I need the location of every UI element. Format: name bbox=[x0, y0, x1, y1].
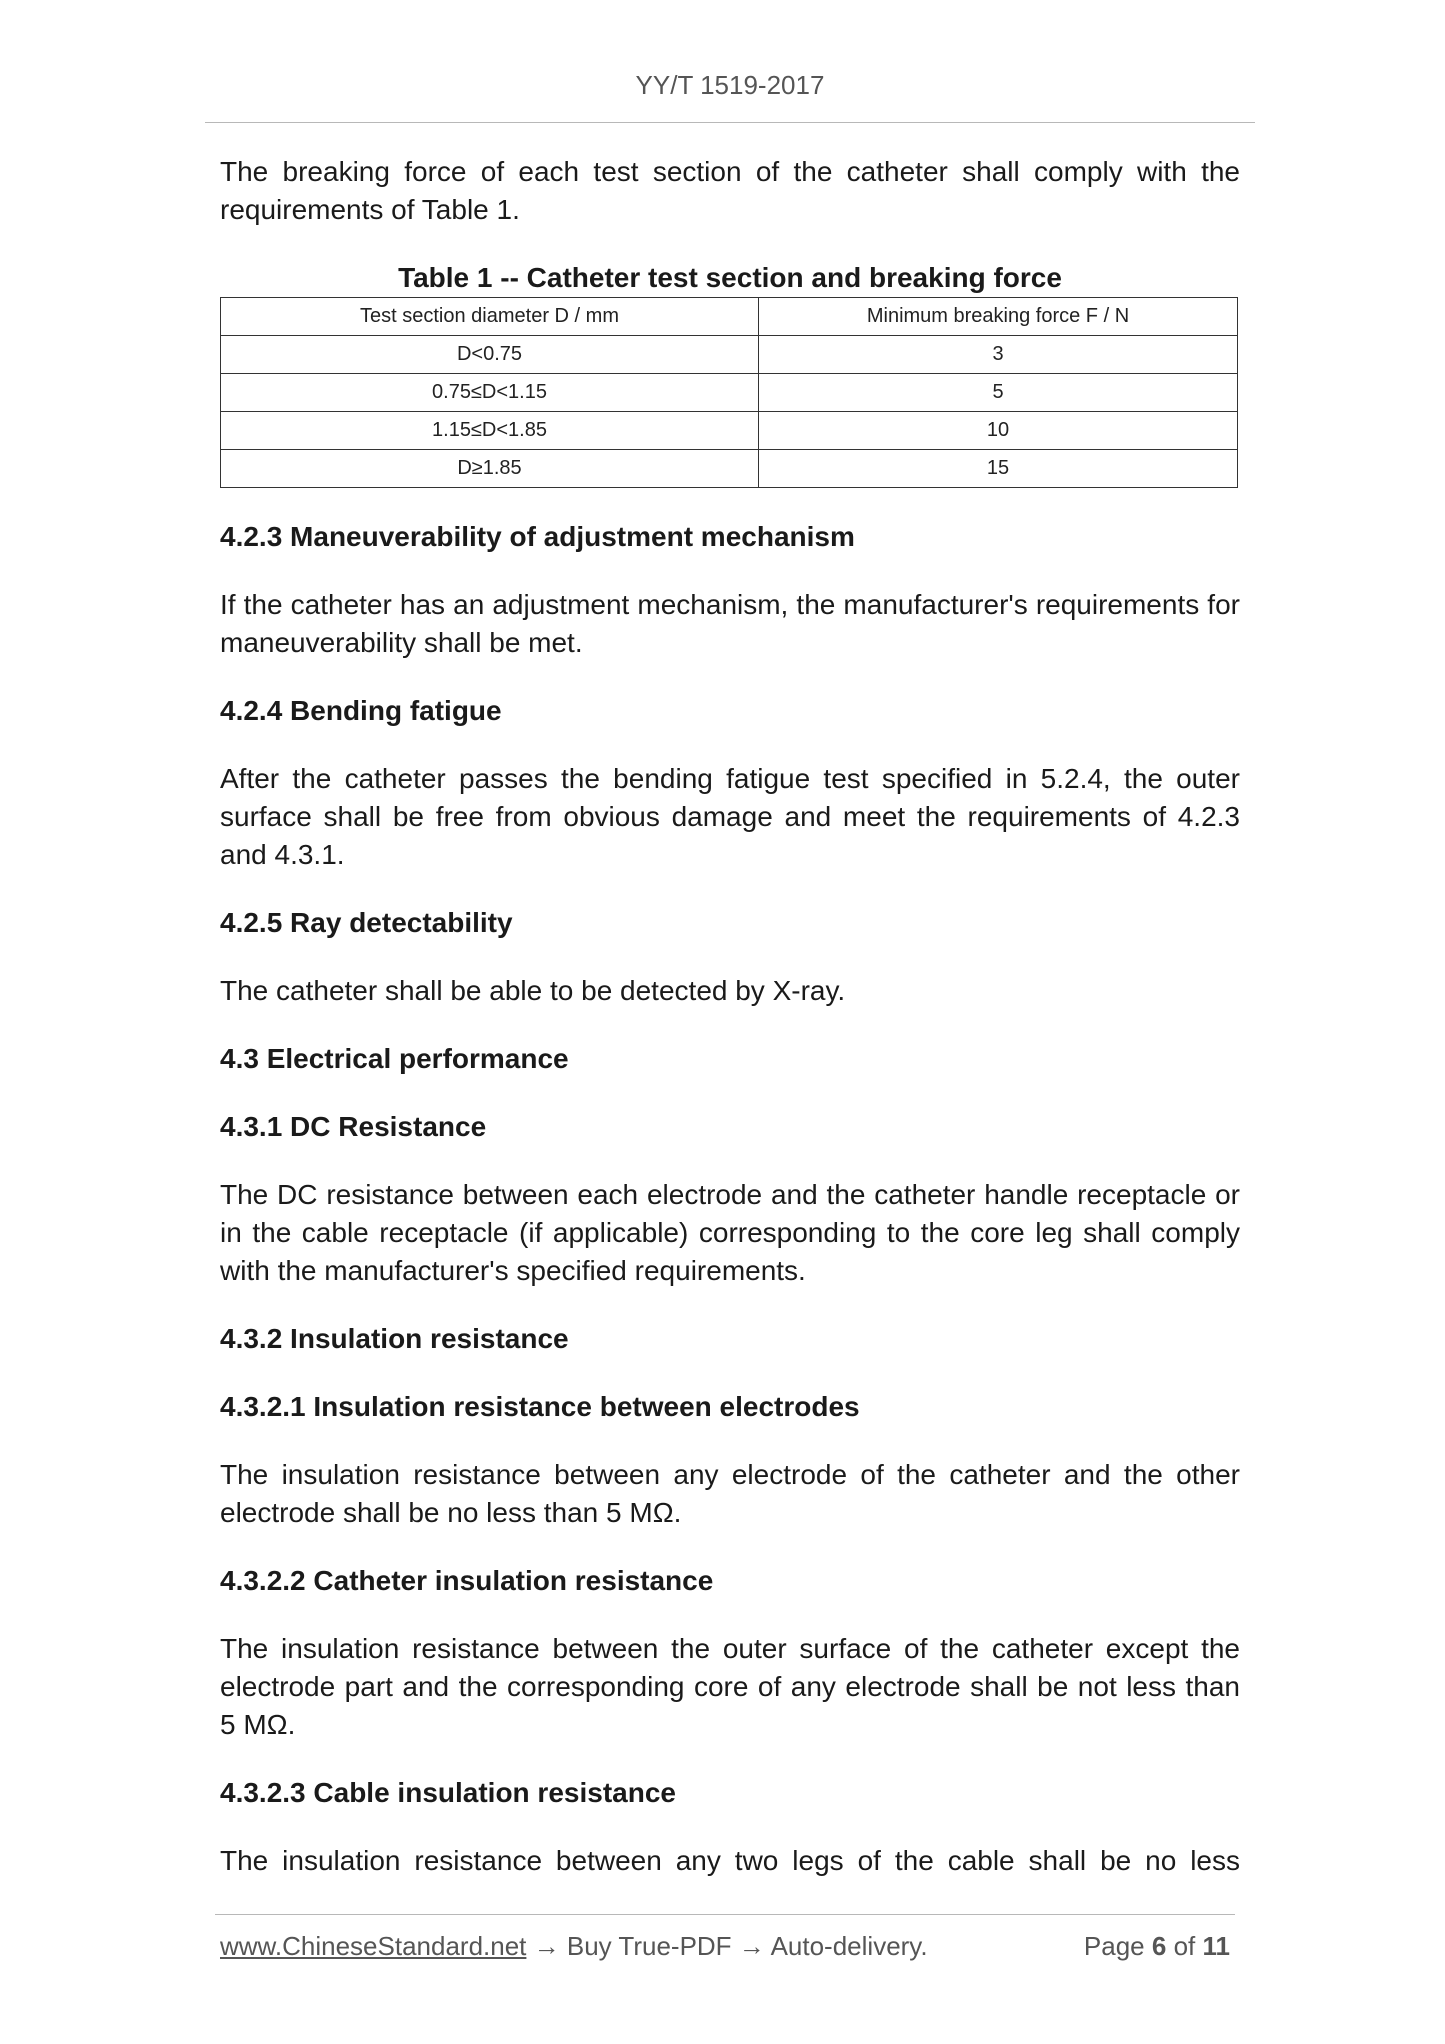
table-cell-diameter: D<0.75 bbox=[221, 336, 759, 374]
table-cell-diameter: 0.75≤D<1.15 bbox=[221, 374, 759, 412]
table-1-title: Table 1 -- Catheter test section and breaking force bbox=[398, 262, 1062, 293]
table-cell-diameter: D≥1.85 bbox=[221, 450, 759, 488]
table-cell-diameter: 1.15≤D<1.85 bbox=[221, 412, 759, 450]
footer-tagline: → Buy True-PDF → Auto-delivery. bbox=[526, 1931, 928, 1961]
heading-4-3: 4.3 Electrical performance bbox=[220, 1043, 569, 1074]
paragraph-4-3-2-2: The insulation resistance between the outer surface of the catheter except the electrode part and the corresponding core of any electrode shall be not less than 5 MΩ. bbox=[220, 1633, 1240, 1740]
table-row bbox=[221, 336, 1238, 374]
website-link[interactable]: www.ChineseStandard.net bbox=[220, 1931, 527, 1961]
table-header-cell-force: Minimum breaking force F / N bbox=[759, 298, 1238, 336]
of-word: of bbox=[1173, 1931, 1196, 1961]
table-row bbox=[221, 374, 1238, 412]
table-cell-force: 10 bbox=[759, 412, 1238, 450]
table-row bbox=[221, 450, 1238, 488]
table-1 bbox=[220, 297, 1238, 488]
heading-4-2-4: 4.2.4 Bending fatigue bbox=[220, 695, 502, 726]
heading-4-2-5: 4.2.5 Ray detectability bbox=[220, 907, 513, 938]
heading-4-3-2: 4.3.2 Insulation resistance bbox=[220, 1323, 569, 1354]
page-total: 11 bbox=[1202, 1931, 1230, 1961]
heading-4-3-2-2: 4.3.2.2 Catheter insulation resistance bbox=[220, 1565, 714, 1596]
paragraph-4-2-3: If the catheter has an adjustment mechanism, the manufacturer's requirements for maneuverability shall be met. bbox=[220, 589, 1240, 658]
table-cell-force: 3 bbox=[759, 336, 1238, 374]
page-word: Page bbox=[1083, 1931, 1145, 1961]
page-current: 6 bbox=[1151, 1931, 1167, 1961]
heading-4-3-1: 4.3.1 DC Resistance bbox=[220, 1111, 487, 1142]
footer-divider bbox=[215, 1914, 1235, 1915]
paragraph-4-2-4: After the catheter passes the bending fatigue test specified in 5.2.4, the outer surface shall be free from obvious damage and meet the requirements of 4.2.3 and 4.3.1. bbox=[220, 763, 1240, 870]
page-number bbox=[1084, 1931, 1230, 1962]
paragraph-4-3-2-3: The insulation resistance between any two legs of the cable shall be no less bbox=[220, 1845, 1240, 1876]
document-body bbox=[220, 153, 1240, 1880]
paragraph-4-3-2-1: The insulation resistance between any electrode of the catheter and the other electrode shall be no less than 5 MΩ. bbox=[220, 1459, 1240, 1528]
heading-4-3-2-3: 4.3.2.3 Cable insulation resistance bbox=[220, 1777, 676, 1808]
heading-4-3-2-1: 4.3.2.1 Insulation resistance between electrodes bbox=[220, 1391, 860, 1422]
table-header-cell-diameter: Test section diameter D / mm bbox=[221, 298, 759, 336]
table-row bbox=[221, 412, 1238, 450]
header-divider bbox=[205, 122, 1255, 123]
table-cell-force: 5 bbox=[759, 374, 1238, 412]
page-footer bbox=[220, 1931, 1230, 1962]
heading-4-2-3: 4.2.3 Maneuverability of adjustment mechanism bbox=[220, 521, 855, 552]
intro-paragraph: The breaking force of each test section of the catheter shall comply with the requirements of Table 1. bbox=[220, 156, 1240, 225]
table-header-row bbox=[221, 298, 1238, 336]
table-cell-force: 15 bbox=[759, 450, 1238, 488]
page-header-title: YY/T 1519-2017 bbox=[635, 70, 825, 100]
paragraph-4-3-1: The DC resistance between each electrode and the catheter handle receptacle or in the cable receptacle (if applicable) corresponding to the core leg shall comply with the manufacturer's specified requirements. bbox=[220, 1179, 1240, 1286]
paragraph-4-2-5: The catheter shall be able to be detected by X-ray. bbox=[220, 975, 846, 1006]
